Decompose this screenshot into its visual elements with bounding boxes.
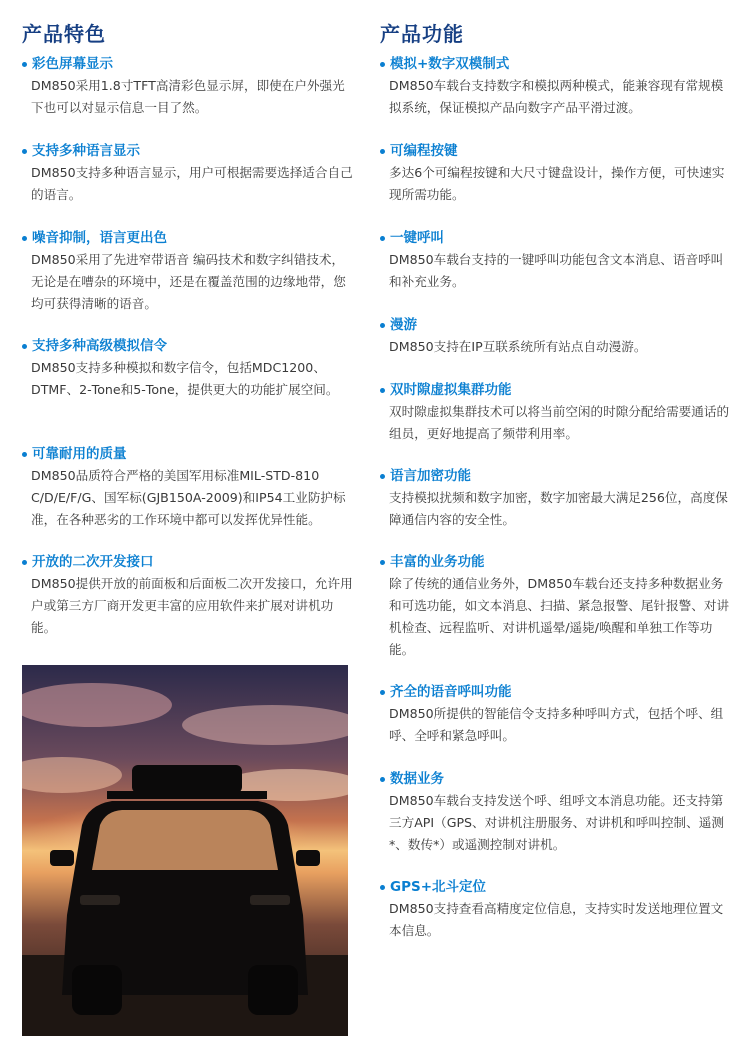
feature-title: 双时隙虚拟集群功能 — [390, 382, 512, 398]
feature-desc: 双时隙虚拟集群技术可以将当前空闲的时隙分配给需要通话的组员，更好地提高了频带利用率。 — [389, 404, 730, 441]
feature-title: 一键呼叫 — [390, 230, 444, 246]
feature-title: 齐全的语音呼叫功能 — [390, 684, 512, 700]
function-roaming — [380, 315, 734, 358]
function-encryption — [380, 466, 734, 531]
feature-title: GPS+北斗定位 — [390, 879, 487, 895]
feature-noise-suppression — [22, 228, 356, 315]
feature-durable-quality — [22, 444, 356, 531]
product-functions-heading: 产品功能 — [380, 22, 464, 46]
function-dual-mode — [380, 54, 734, 119]
function-data-services — [380, 769, 734, 856]
feature-desc: DM850支持在IP互联系统所有站点自动漫游。 — [389, 339, 647, 354]
function-gps-beidou — [380, 877, 734, 942]
product-features-heading: 产品特色 — [22, 22, 106, 46]
feature-desc: 多达6个可编程按键和大尺寸键盘设计，操作方便，可快速实现所需功能。 — [389, 165, 725, 202]
feature-desc: DM850所提供的智能信令支持多种呼叫方式，包括个呼、组呼、全呼和紧急呼叫。 — [389, 706, 724, 743]
feature-desc: DM850支持查看高精度定位信息，支持实时发送地理位置文本信息。 — [389, 901, 724, 938]
function-programmable-keys — [380, 141, 734, 206]
feature-desc: DM850采用1.8寸TFT高清彩色显示屏，即使在户外强光下也可以对显示信息一目了然。 — [31, 78, 345, 115]
feature-title: 丰富的业务功能 — [390, 554, 485, 570]
function-one-touch-call — [380, 228, 734, 293]
bullet-icon — [380, 388, 385, 393]
feature-desc: DM850品质符合严格的美国军用标准MIL-STD-810 C/D/E/F/G、国军标(GJB150A-2009)和IP54工业防护标准，在各种恶劣的工作环境中都可以发挥优异性能。 — [31, 468, 346, 527]
function-voice-calls — [380, 682, 734, 747]
feature-title: 语言加密功能 — [390, 468, 471, 484]
feature-color-display — [22, 54, 356, 119]
feature-title: 支持多种语言显示 — [32, 143, 140, 159]
feature-multi-language — [22, 141, 356, 206]
feature-desc: DM850车载台支持发送个呼、组呼文本消息功能。还支持第三方API（GPS、对讲机注册服务、对讲机和呼叫控制、遥测*、数传*）或遥测控制对讲机。 — [389, 793, 724, 852]
bullet-icon — [380, 777, 385, 782]
feature-title: 数据业务 — [390, 771, 444, 787]
feature-desc: DM850支持多种语言显示，用户可根据需要选择适合自己的语言。 — [31, 165, 353, 202]
bullet-icon — [22, 149, 27, 154]
feature-desc: 支持模拟扰频和数字加密，数字加密最大满足256位，高度保障通信内容的安全性。 — [389, 490, 728, 527]
bullet-icon — [380, 236, 385, 241]
feature-title: 开放的二次开发接口 — [32, 554, 154, 570]
feature-desc: DM850车载台支持数字和模拟两种模式，能兼容现有常规模拟系统，保证模拟产品向数字产品平滑过渡。 — [389, 78, 724, 115]
bullet-icon — [22, 344, 27, 349]
bullet-icon — [380, 885, 385, 890]
bullet-icon — [22, 560, 27, 565]
feature-analog-signaling — [22, 336, 356, 401]
feature-desc: DM850车载台支持的一键呼叫功能包含文本消息、语音呼叫和补充业务。 — [389, 252, 724, 289]
feature-desc: DM850提供开放的前面板和后面板二次开发接口，允许用户或第三方厂商开发更丰富的应用软件来扩展对讲机功能。 — [31, 576, 353, 635]
feature-title: 噪音抑制，语言更出色 — [32, 230, 167, 246]
bullet-icon — [380, 474, 385, 479]
function-virtual-trunking — [380, 380, 734, 445]
bullet-icon — [380, 62, 385, 67]
bullet-icon — [22, 452, 27, 457]
feature-title: 可靠耐用的质量 — [32, 446, 127, 462]
vehicle-sunset-photo — [22, 665, 348, 1036]
feature-desc: DM850采用了先进窄带语音 编码技术和数字纠错技术，无论是在嘈杂的环境中，还是在覆盖范围的边缘地带，您均可获得清晰的语音。 — [31, 252, 346, 311]
feature-title: 可编程按键 — [390, 143, 458, 159]
feature-title: 彩色屏幕显示 — [32, 56, 113, 72]
feature-desc: 除了传统的通信业务外，DM850车载台还支持多种数据业务和可选功能，如文本消息、扫描、紧急报警、尾针报警、对讲机检查、远程监听、对讲机遥晕/遥毙/唤醒和单独工作等功能。 — [389, 576, 730, 657]
feature-title: 漫游 — [390, 317, 417, 333]
bullet-icon — [22, 62, 27, 67]
bullet-icon — [22, 236, 27, 241]
bullet-icon — [380, 149, 385, 154]
feature-open-interface — [22, 552, 356, 639]
feature-title: 支持多种高级模拟信令 — [32, 338, 167, 354]
feature-desc: DM850支持多种模拟和数字信令，包括MDC1200、DTMF、2-Tone和5-Tone，提供更大的功能扩展空间。 — [31, 360, 339, 397]
bullet-icon — [380, 690, 385, 695]
bullet-icon — [380, 560, 385, 565]
feature-title: 模拟+数字双模制式 — [390, 56, 510, 72]
function-rich-services — [380, 552, 734, 661]
bullet-icon — [380, 323, 385, 328]
